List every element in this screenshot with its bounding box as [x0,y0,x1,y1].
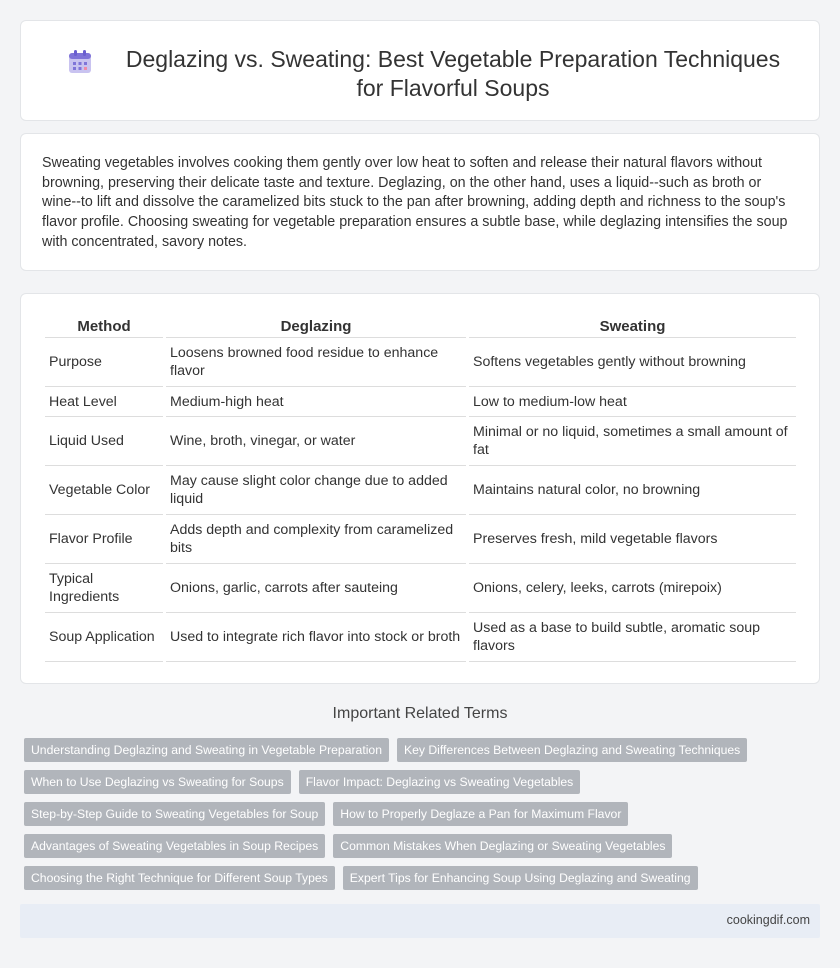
footer [20,904,820,938]
table-cell: Used to integrate rich flavor into stock or broth [166,613,466,662]
intro-paragraph: Sweating vegetables involves cooking them gently over low heat to soften and release their natural flavors without browning, preserving their delicate taste and texture. Deglazing, on the other hand, uses a liquid--such as broth or wine--to lift and dissolve the caramelized bits stuck to the pan after browning, adding depth and richness to the soup's flavor profile. Choosing sweating for vegetable preparation ensures a subtle base, while deglazing intensifies the soup with concentrated, savory notes. [42,155,788,250]
intro-card [20,133,820,271]
table-cell: Onions, celery, leeks, carrots (mirepoix) [469,564,796,613]
table-row [45,387,796,417]
site-name[interactable]: cookingdif.com [726,913,810,927]
related-term-tag[interactable]: Advantages of Sweating Vegetables in Soup Recipes [24,834,325,858]
table-row [45,466,796,515]
table-cell: Liquid Used [45,417,163,466]
table-cell: Preserves fresh, mild vegetable flavors [469,515,796,564]
related-term-tag[interactable]: Key Differences Between Deglazing and Sweating Techniques [397,738,747,762]
table-header-row [45,316,796,338]
table-cell: Softens vegetables gently without browning [469,338,796,387]
table-cell: Minimal or no liquid, sometimes a small amount of fat [469,417,796,466]
title-card [20,20,820,121]
related-term-tag[interactable]: Expert Tips for Enhancing Soup Using Deglazing and Sweating [343,866,698,890]
table-cell: Heat Level [45,387,163,417]
related-term-tag[interactable]: Understanding Deglazing and Sweating in Vegetable Preparation [24,738,389,762]
table-cell: Flavor Profile [45,515,163,564]
related-term-tag[interactable]: Choosing the Right Technique for Different Soup Types [24,866,335,890]
table-cell: Onions, garlic, carrots after sauteing [166,564,466,613]
table-cell: May cause slight color change due to added liquid [166,466,466,515]
table-row [45,417,796,466]
comparison-card [20,293,820,684]
column-header-sweating: Sweating [469,316,796,338]
table-cell: Used as a base to build subtle, aromatic soup flavors [469,613,796,662]
column-header-method: Method [45,316,163,338]
tag-row [24,866,824,890]
tag-row [24,738,824,762]
table-cell: Loosens browned food residue to enhance flavor [166,338,466,387]
table-row [45,613,796,662]
tag-row [24,770,824,794]
table-cell: Vegetable Color [45,466,163,515]
related-term-tag[interactable]: Step-by-Step Guide to Sweating Vegetables for Soup [24,802,325,826]
table-row [45,338,796,387]
table-cell: Soup Application [45,613,163,662]
comparison-table [42,316,799,662]
table-cell: Low to medium-low heat [469,387,796,417]
table-cell: Adds depth and complexity from caramelized bits [166,515,466,564]
table-cell: Purpose [45,338,163,387]
related-term-tag[interactable]: Flavor Impact: Deglazing vs Sweating Vegetables [299,770,581,794]
related-term-tag[interactable]: How to Properly Deglaze a Pan for Maximum Flavor [333,802,628,826]
page-title: Deglazing vs. Sweating: Best Vegetable Preparation Techniques for Flavorful Soups [125,46,781,101]
table-cell: Medium-high heat [166,387,466,417]
table-cell: Typical Ingredients [45,564,163,613]
related-terms-heading: Important Related Terms [332,705,508,722]
column-header-deglazing: Deglazing [166,316,466,338]
table-row [45,515,796,564]
related-term-tag[interactable]: Common Mistakes When Deglazing or Sweating Vegetables [333,834,672,858]
title-wrap [61,45,799,103]
related-terms-list [24,738,824,898]
tag-row [24,802,824,826]
tag-row [24,834,824,858]
table-row [45,564,796,613]
table-cell: Maintains natural color, no browning [469,466,796,515]
table-cell: Wine, broth, vinegar, or water [166,417,466,466]
related-term-tag[interactable]: When to Use Deglazing vs Sweating for Soups [24,770,291,794]
calendar-icon [67,49,93,75]
